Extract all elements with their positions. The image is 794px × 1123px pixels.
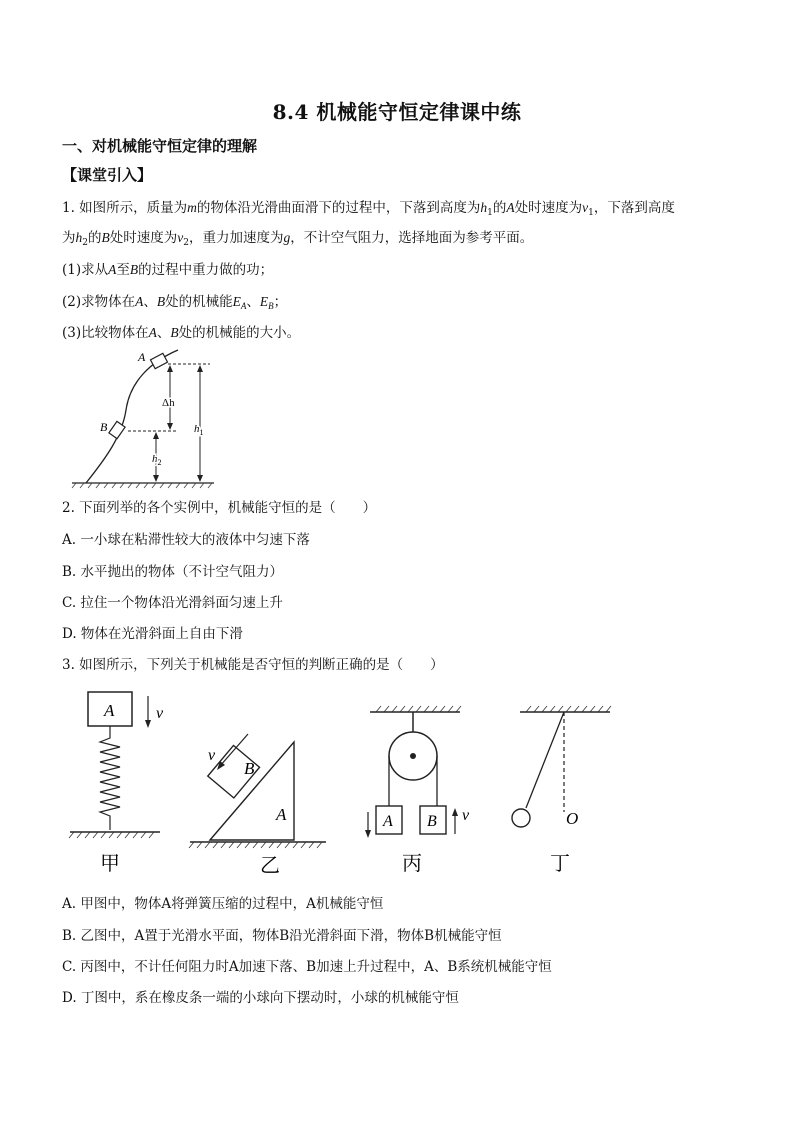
ball — [512, 809, 530, 827]
label-bing-a: A — [383, 813, 393, 830]
smooth-curve — [86, 350, 178, 483]
label-h2: $h_2$ — [152, 453, 162, 467]
q3-figure — [60, 684, 640, 884]
q2-option-d: D. 物体在光滑斜面上自由下滑 — [62, 626, 243, 642]
q3-option-a: A. 甲图中，物体A将弹簧压缩的过程中，A机械能守恒 — [62, 896, 384, 912]
q3-option-b: B. 乙图中，A置于光滑水平面，物体B沿光滑斜面下滑，物体B机械能守恒 — [62, 928, 502, 944]
ground-hatch — [72, 483, 212, 488]
caption-yi: 乙 — [260, 853, 280, 877]
q1-line2: 为$h_2$的B处时速度为$v_2$，重力加速度为g，不计空气阻力，选择地面为参考平面。 — [62, 230, 534, 248]
q3-option-d: D. 丁图中，系在橡皮条一端的小球向下摆动时，小球的机械能守恒 — [62, 990, 459, 1006]
label-h1: $h_1$ — [194, 423, 204, 437]
q1-part3: (3)比较物体在A、B处的机械能的大小。 — [62, 325, 301, 341]
label-ding-o: O — [566, 809, 579, 828]
section-heading: 一、对机械能守恒定律的理解 — [62, 137, 258, 155]
q3-stem: 3. 如图所示，下列关于机械能是否守恒的判断正确的是（ ） — [62, 657, 444, 673]
q2-option-c: C. 拉住一个物体沿光滑斜面匀速上升 — [62, 595, 283, 611]
figure-jia — [69, 692, 164, 875]
block-a — [150, 353, 167, 368]
subsection-heading: 【课堂引入】 — [62, 166, 153, 184]
label-yi-b: B — [244, 759, 255, 778]
q2-option-b: B. 水平抛出的物体（不计空气阻力） — [62, 564, 284, 580]
rubber-band — [526, 712, 564, 808]
q2-stem: 2. 下面列举的各个实例中，机械能守恒的是（ ） — [62, 500, 377, 516]
figure-ding — [512, 706, 611, 875]
figure-yi — [189, 734, 326, 877]
label-dh: Δh — [162, 397, 175, 409]
label-jia-v: v — [156, 705, 164, 722]
label-bing-b: B — [427, 813, 437, 830]
caption-jia: 甲 — [100, 851, 120, 875]
label-b: B — [100, 420, 108, 434]
q2-option-a: A. 一小球在粘滞性较大的液体中匀速下落 — [62, 532, 310, 548]
label-yi-a: A — [276, 805, 287, 824]
q1-part2: (2)求物体在A、B处的机械能$E_A$、$E_B$； — [62, 294, 288, 311]
label-jia-a: A — [104, 701, 115, 720]
wedge-a — [210, 742, 294, 840]
caption-ding: 丁 — [550, 851, 570, 875]
spring — [100, 726, 120, 830]
caption-bing: 丙 — [402, 851, 422, 875]
q1-line1: 1. 如图所示，质量为m的物体沿光滑曲面滑下的过程中，下落到高度为$h_1$的A处时速度为$v_1$，下落到高度 — [62, 200, 675, 218]
label-a: A — [138, 350, 146, 364]
figure-bing — [365, 706, 470, 875]
q3-option-c: C. 丙图中，不计任何阻力时A加速下落、B加速上升过程中，A、B系统机械能守恒 — [62, 959, 552, 975]
label-bing-v: v — [462, 807, 470, 824]
q1-figure — [64, 346, 224, 492]
label-yi-v: v — [208, 747, 216, 764]
page-title: 8.4 机械能守恒定律课中练 — [272, 100, 522, 124]
q1-part1: (1)求从A至B的过程中重力做的功； — [62, 262, 274, 278]
